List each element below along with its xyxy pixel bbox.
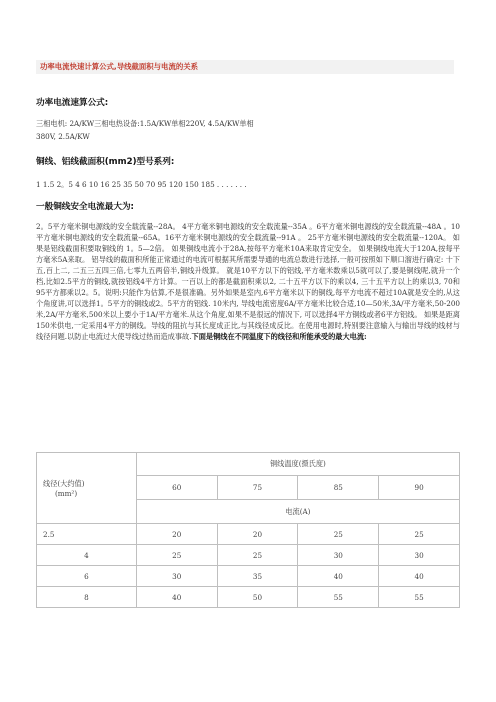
temp-header-75: 75	[217, 476, 298, 500]
safe-current-text: 2。5平方毫米铜电源线的安全载流量--28A。 4平方毫米铜电源线的安全载流量--35A 。6平方毫米铜电源线的安全载流量--48A 。10平方毫米铜电源线的安全载流量--65A。16平方毫米铜电源线的安全载流量--91A 。 25平方毫米铜电源线的安全载流量--120A。 如果是铝线截面积要取铜线的 1。5—2倍。 如果铜线电流小于28A,按每平方毫米10A来取肯定安全。 如果铜线电流大于120A,按每平方毫米5A来取。 铝导线的截面积所能正常通过的电流可根据其所需要导通的电流总数进行选择,一般可按照如下顺口溜进行确定: 十下五,百上二, 二五三五四三倍,七零九五两倍半,铜线升级算。 就是10平方以下的铝线,平方毫米数乘以5就可以了,要是铜线呢,就升一个档,比如2.5平方的铜线,就按铝线4平方计算。一百以上的都是截面积乘以2, 二十五平方以下的乘以4, 三十五平方以上的乘以3, 70和95平方都乘以2。5。说明:只能作为估算,不是很准确。另外如果是室内,6平方毫米以下的铜线,每平方电流不超过10A就是安全的,从这个角度讲,可以选择1。5平方的铜线或2。5平方的铝线. 10米内, 导线电流密度6A/平方毫米比较合适,10—50米,3A/平方毫米,50-200米,2A/平方毫米,500米以上要小于1A/平方毫米.从这个角度,如果不是很远的情况下, 可以选择4平方铜线或者6平方铝线。 如果是距离150米供电,一定采用4平方的铜线。导线的阻抗与其长度成正比,与其线径成反比。在使用电源时,特别要注意输入与输出导线的线材与线径问题.以防止电流过大使导线过热而造成事故.	[36, 222, 460, 341]
copper-safe-current-heading: 一般铜线安全电流最大为:	[36, 202, 134, 212]
current-cell: 25	[298, 524, 379, 545]
power-current-line-1: 三相电机: 2A/KW三相电热设备:1.5A/KW单相220V, 4.5A/KW单相	[36, 119, 254, 128]
diameter-header-line-1: 线径(大约值)	[43, 478, 85, 488]
diameter-header-cell	[37, 453, 137, 524]
diameter-cell: 2.5	[37, 524, 137, 545]
current-cell: 25	[379, 524, 460, 545]
temperature-group-header: 铜线温度(摄氏度)	[136, 453, 459, 476]
wire-series-values: 1 1.5 2。5 4 6 10 16 25 35 50 70 95 120 150 185 . . . . . . .	[36, 180, 247, 189]
current-cell: 20	[217, 524, 298, 545]
diameter-header-line-2: (mm²)	[55, 488, 78, 498]
table-row	[37, 587, 460, 608]
table-row	[37, 524, 460, 545]
current-cell: 40	[298, 566, 379, 587]
table-intro-text: 下面是铜线在不同温度下的线径和所能承受的最大电流:	[191, 332, 367, 341]
current-cell: 40	[379, 566, 460, 587]
diameter-cell: 8	[37, 587, 137, 608]
safe-current-paragraph	[36, 221, 460, 342]
current-cell: 30	[298, 545, 379, 566]
current-unit-header: 电流(A)	[136, 500, 459, 524]
document-title: 功率电流快速计算公式,导线截面积与电流的关系	[40, 62, 199, 71]
current-cell: 25	[136, 545, 217, 566]
current-cell: 40	[136, 587, 217, 608]
current-cell: 35	[217, 566, 298, 587]
temp-header-85: 85	[298, 476, 379, 500]
current-cell: 25	[217, 545, 298, 566]
copper-current-table	[36, 452, 460, 608]
current-cell: 50	[217, 587, 298, 608]
diameter-cell: 4	[37, 545, 137, 566]
diameter-cell: 6	[37, 566, 137, 587]
wire-series-heading: 铜线、铝线截面积(mm2)型号系列:	[36, 157, 175, 167]
temp-header-60: 60	[136, 476, 217, 500]
current-cell: 30	[379, 545, 460, 566]
current-cell: 55	[379, 587, 460, 608]
current-cell: 55	[298, 587, 379, 608]
power-current-line-2: 380V, 2.5A/KW	[36, 132, 90, 141]
table-row	[37, 566, 460, 587]
title-bar	[36, 60, 454, 74]
table-row	[37, 545, 460, 566]
power-current-heading: 功率电流速算公式:	[36, 98, 109, 108]
current-cell: 30	[136, 566, 217, 587]
temp-header-90: 90	[379, 476, 460, 500]
current-cell: 20	[136, 524, 217, 545]
